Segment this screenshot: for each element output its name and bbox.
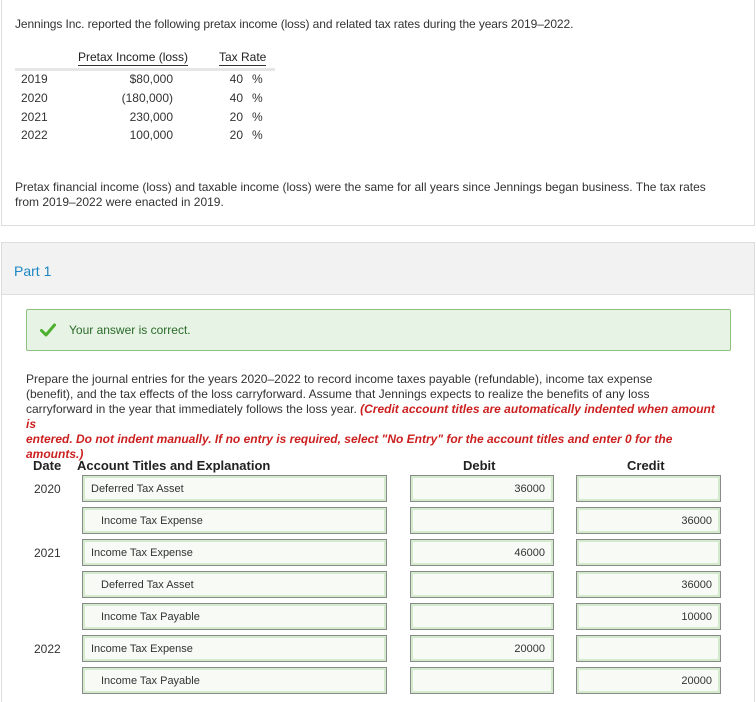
rate-cell: 20 <box>229 128 243 142</box>
account-title-field[interactable]: Income Tax Expense <box>82 635 387 662</box>
debit-amount-field[interactable] <box>410 603 554 630</box>
instruction-line: (benefit), and the tax effects of the loss carryforward. Assume that Jennings expects to realize the benefits of any loss <box>26 387 650 401</box>
problem-intro: Jennings Inc. reported the following pretax income (loss) and related tax rates during the years 2019–2022. <box>15 17 574 31</box>
year-cell: 2021 <box>21 110 48 124</box>
credit-amount-field[interactable] <box>576 539 721 566</box>
credit-amount-field[interactable]: 36000 <box>576 571 721 598</box>
rate-cell: 40 <box>229 91 243 105</box>
account-column-header: Account Titles and Explanation <box>77 458 271 473</box>
year-cell: 2019 <box>21 72 48 86</box>
note-line: from 2019–2022 were enacted in 2019. <box>15 195 224 209</box>
credit-amount-field[interactable]: 20000 <box>576 667 721 694</box>
year-cell: 2022 <box>21 128 48 142</box>
income-cell: 100,000 <box>129 128 173 142</box>
income-cell: 230,000 <box>129 110 173 124</box>
journal-row <box>2 603 754 631</box>
income-cell: $80,000 <box>129 72 173 86</box>
income-column-header: Pretax Income (loss) <box>78 50 189 64</box>
percent-symbol: % <box>252 110 263 124</box>
table-row <box>15 72 275 91</box>
part-title: Part 1 <box>14 263 52 279</box>
rate-cell: 20 <box>229 110 243 124</box>
table-row <box>15 128 275 147</box>
rate-cell: 40 <box>229 72 243 86</box>
credit-amount-field[interactable]: 10000 <box>576 603 721 630</box>
debit-amount-field[interactable] <box>410 667 554 694</box>
table-row <box>15 110 275 129</box>
income-cell: (180,000) <box>121 91 173 105</box>
debit-column-header: Debit <box>463 458 496 473</box>
credit-amount-field[interactable] <box>576 475 721 502</box>
journal-row <box>2 539 754 567</box>
tax-rate-table <box>15 50 275 145</box>
header-divider <box>15 68 275 71</box>
problem-note <box>15 180 735 210</box>
instruction-warning: entered. Do not indent manually. If no entry is required, select "No Entry" for the account titles and enter 0 for the amounts.) <box>26 432 673 461</box>
debit-amount-field[interactable]: 46000 <box>410 539 554 566</box>
entry-date: 2021 <box>34 546 61 560</box>
journal-row <box>2 475 754 503</box>
checkmark-icon <box>40 322 56 338</box>
account-title-field[interactable]: Deferred Tax Asset <box>82 475 387 502</box>
journal-row <box>2 507 754 535</box>
journal-row <box>2 667 754 695</box>
account-title-field[interactable]: Income Tax Payable <box>82 603 387 630</box>
account-title-field[interactable]: Deferred Tax Asset <box>82 571 387 598</box>
instruction-text: carryforward in the year that immediately follows the loss year. <box>26 402 361 416</box>
instructions <box>26 372 726 462</box>
entry-date: 2020 <box>34 482 61 496</box>
account-title-field[interactable]: Income Tax Expense <box>82 507 387 534</box>
journal-row <box>2 635 754 663</box>
rate-column-header: Tax Rate <box>219 50 267 64</box>
account-title-field[interactable]: Income Tax Expense <box>82 539 387 566</box>
credit-column-header: Credit <box>627 458 665 473</box>
percent-symbol: % <box>252 72 263 86</box>
account-title-field[interactable]: Income Tax Payable <box>82 667 387 694</box>
percent-symbol: % <box>252 91 263 105</box>
year-cell: 2020 <box>21 91 48 105</box>
percent-symbol: % <box>252 128 263 142</box>
note-line: Pretax financial income (loss) and taxable income (loss) were the same for all years since Jennings began business. The tax rates <box>15 180 706 194</box>
instruction-warning: (Credit account titles are automatically indented when amount is <box>26 402 715 431</box>
instruction-line <box>26 402 726 432</box>
part-card <box>1 242 755 702</box>
instruction-line: Prepare the journal entries for the years 2020–2022 to record income taxes payable (refundable), income tax expense <box>26 372 653 386</box>
answer-status-banner <box>26 309 731 351</box>
credit-amount-field[interactable] <box>576 635 721 662</box>
debit-amount-field[interactable]: 20000 <box>410 635 554 662</box>
problem-card <box>1 0 755 226</box>
journal-row <box>2 571 754 599</box>
credit-amount-field[interactable]: 36000 <box>576 507 721 534</box>
debit-amount-field[interactable] <box>410 571 554 598</box>
status-message: Your answer is correct. <box>69 323 191 337</box>
debit-amount-field[interactable] <box>410 507 554 534</box>
part-header <box>2 243 754 295</box>
entry-date: 2022 <box>34 642 61 656</box>
debit-amount-field[interactable]: 36000 <box>410 475 554 502</box>
table-row <box>15 91 275 110</box>
date-column-header: Date <box>33 458 62 473</box>
